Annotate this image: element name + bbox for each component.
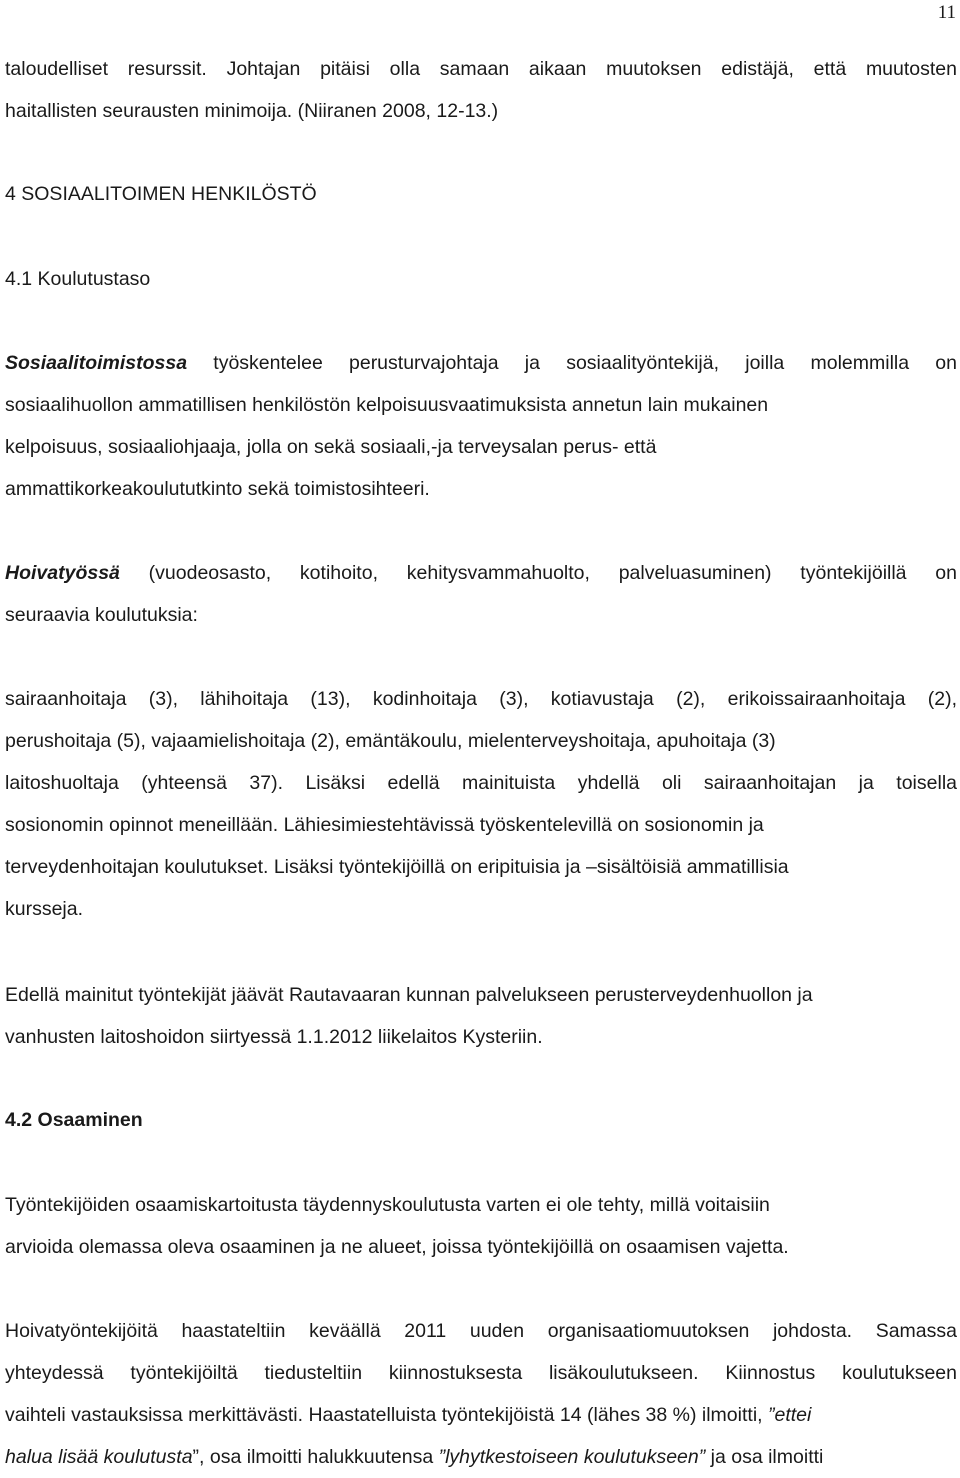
section-4-1-paragraph-3: [5, 678, 957, 930]
paragraph-line: arvioida olemassa oleva osaaminen ja ne alueet, joissa työntekijöillä on osaamisen vajetta.: [5, 1236, 789, 1258]
paragraph-line: laitoshuoltaja (yhteensä 37). Lisäksi edellä mainituista yhdellä oli sairaanhoitajan ja toisella: [5, 772, 957, 794]
line-text: (vuodeosasto, kotihoito, kehitysvammahuolto, palveluasuminen) työntekijöillä on: [119, 562, 957, 584]
section-heading-4-2: 4.2 Osaaminen: [5, 1109, 143, 1131]
chapter-heading: 4 SOSIAALITOIMEN HENKILÖSTÖ: [5, 183, 317, 205]
paragraph-line: sosionomin opinnot meneillään. Lähiesimiestehtävissä työskentelevillä on sosionomin ja: [5, 814, 764, 836]
paragraph-line: Edellä mainitut työntekijät jäävät Rautavaaran kunnan palvelukseen perusterveydenhuollon ja: [5, 984, 813, 1006]
section-heading-4-1: 4.1 Koulutustaso: [5, 268, 151, 290]
paragraph-line: [5, 552, 957, 594]
quoted-text: halua lisää koulutusta: [5, 1446, 193, 1468]
lead-term: Hoivatyössä: [5, 562, 120, 584]
paragraph-line: Hoivatyöntekijöitä haastateltiin keväällä 2011 uuden organisaatiomuutoksen johdosta. Samassa: [5, 1320, 957, 1342]
line-text: ”, osa ilmoitti halukkuutensa: [192, 1446, 439, 1468]
paragraph-line: kelpoisuus, sosiaaliohjaaja, jolla on sekä sosiaali,-ja terveysalan perus- että: [5, 436, 657, 458]
line-text: työskentelee perusturvajohtaja ja sosiaalityöntekijä, joilla molemmilla on: [187, 352, 957, 374]
quoted-text: ”ettei: [768, 1404, 812, 1426]
paragraph-line: Työntekijöiden osaamiskartoitusta täydennyskoulutusta varten ei ole tehty, millä voitaisiin: [5, 1194, 770, 1216]
page-number: 11: [937, 2, 956, 23]
paragraph-line: sairaanhoitaja (3), lähihoitaja (13), kodinhoitaja (3), kotiavustaja (2), erikoissairaanhoitaja (2),: [5, 688, 957, 710]
paragraph-line: sosiaalihuollon ammatillisen henkilöstön kelpoisuusvaatimuksista annetun lain mukainen: [5, 394, 769, 416]
paragraph-line: yhteydessä työntekijöiltä tiedusteltiin kiinnostuksesta lisäkoulutukseen. Kiinnostus koulutukseen: [5, 1362, 957, 1384]
paragraph-line: perushoitaja (5), vajaamielishoitaja (2), emäntäkoulu, mielenterveyshoitaja, apuhoitaja (3): [5, 730, 776, 752]
paragraph-line: vanhusten laitoshoidon siirtyessä 1.1.2012 liikelaitos Kysteriin.: [5, 1026, 543, 1048]
quoted-text: ”lyhytkestoiseen koulutukseen”: [438, 1446, 706, 1468]
line-text: vaihteli vastauksissa merkittävästi. Haastatelluista työntekijöistä 14 (lähes 38 %) ilmoitti,: [5, 1404, 768, 1426]
intro-paragraph: [5, 48, 957, 132]
lead-term: Sosiaalitoimistossa: [5, 352, 188, 374]
intro-line-1: taloudelliset resurssit. Johtajan pitäisi olla samaan aikaan muutoksen edistäjä, että muutosten: [5, 58, 957, 80]
section-4-1-paragraph-2: [5, 552, 957, 636]
section-4-1-paragraph-4: [5, 974, 957, 1058]
section-4-2-paragraph-2: [5, 1310, 957, 1478]
paragraph-line: [5, 1436, 957, 1478]
paragraph-line: [5, 1394, 957, 1436]
paragraph-line: ammattikorkeakoulututkinto sekä toimistosihteeri.: [5, 478, 430, 500]
paragraph-line: seuraavia koulutuksia:: [5, 604, 198, 626]
paragraph-line: terveydenhoitajan koulutukset. Lisäksi työntekijöillä on eripituisia ja –sisältöisiä ammatillisia: [5, 856, 789, 878]
intro-line-2: haitallisten seurausten minimoija. (Niiranen 2008, 12-13.): [5, 100, 499, 122]
paragraph-line: kursseja.: [5, 898, 84, 920]
section-4-1-paragraph-1: [5, 342, 957, 510]
paragraph-line: [5, 342, 957, 384]
section-4-2-paragraph-1: [5, 1184, 957, 1268]
line-text: ja osa ilmoitti: [705, 1446, 824, 1468]
